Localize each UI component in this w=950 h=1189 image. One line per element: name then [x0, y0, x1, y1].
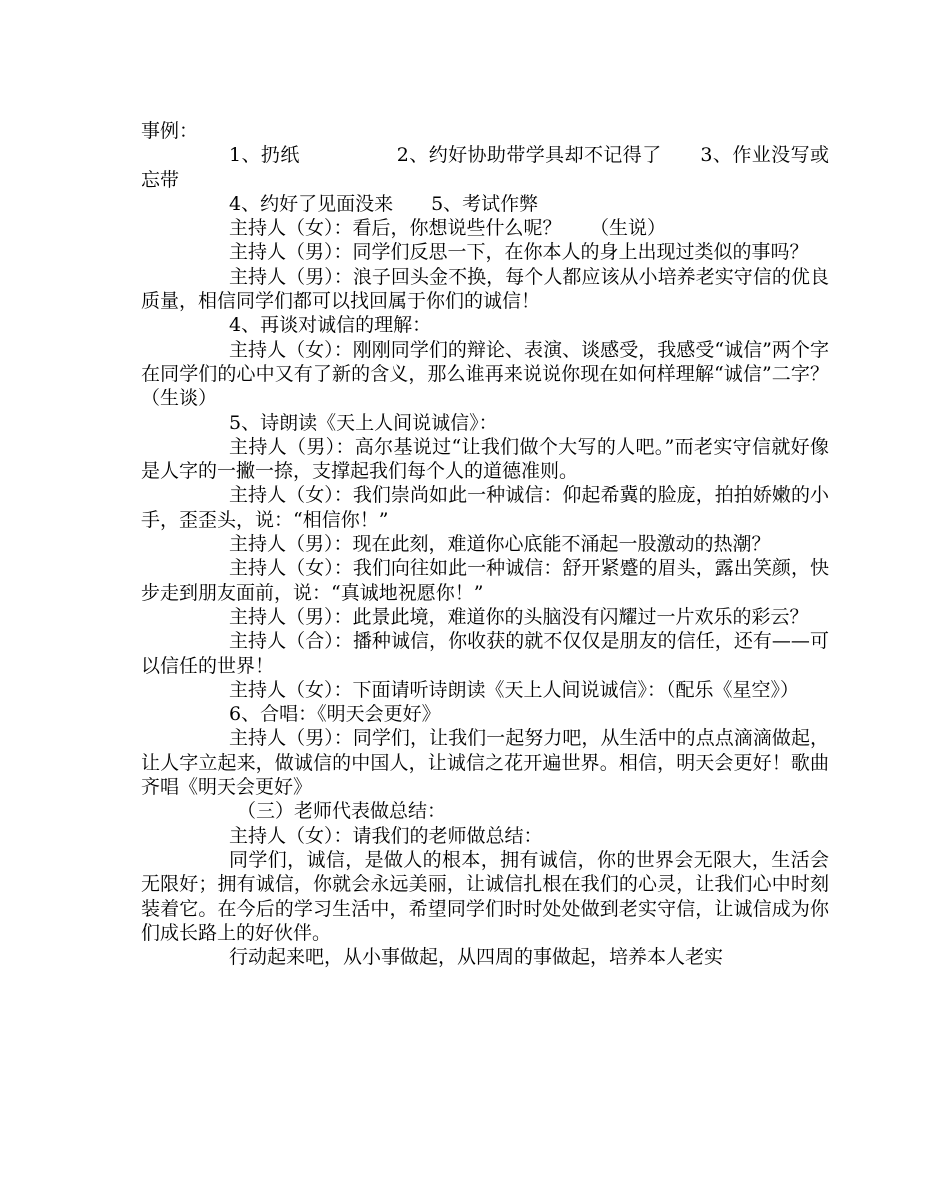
paragraph: 主持人（男）：浪子回头金不换，每个人都应该从小培养老实守信的优良质量，相信同学们都可以找回属于你们的诚信！: [141, 265, 829, 313]
section-heading: （三）老师代表做总结：: [237, 800, 447, 823]
paragraph: 主持人（男）：此景此境，难道你的头脑没有闪耀过一片欢乐的彩云？: [229, 605, 809, 628]
paragraph-examples-list-1: 1、扔纸 2、约好协助带学具却不记得了 3、作业没写或忘带: [141, 144, 829, 191]
section-heading: 6、合唱：《明天会更好》: [229, 703, 441, 726]
paragraph: 主持人（合）：播种诚信，你收获的就不仅仅是朋友的信任，还有——可以信任的世界！: [141, 630, 829, 677]
paragraph: 主持人（女）：请我们的老师做总结：: [229, 824, 543, 847]
paragraph: 主持人（男）：高尔基说过“让我们做个大写的人吧。”而老实守信就好像是人字的一撇一捺，支撑起我们每个人的道德准则。: [141, 435, 829, 483]
paragraph: 主持人（女）：我们崇尚如此一种诚信：仰起希冀的脸庞，拍拍娇嫩的小手，歪歪头，说：“相信你！”: [141, 484, 829, 531]
section-heading: 4、再谈对诚信的理解：: [229, 314, 432, 337]
paragraph: 行动起来吧，从小事做起，从四周的事做起，培养本人老实: [229, 946, 724, 969]
section-heading: 5、诗朗读《天上人间说诚信》：: [229, 411, 498, 434]
document-body: [141, 119, 887, 969]
paragraph: 主持人（男）：同学们，让我们一起努力吧，从生活中的点点滴滴做起，让人字立起来，做诚信的中国人，让诚信之花开遍世界。相信，明天会更好！歌曲齐唱《明天会更好》: [141, 727, 829, 799]
paragraph: 主持人（男）：同学们反思一下，在你本人的身上出现过类似的事吗？: [229, 241, 809, 264]
paragraph: 主持人（女）：下面请听诗朗读《天上人间说诚信》：（配乐《星空》）: [229, 678, 800, 701]
paragraph: 主持人（女）：刚刚同学们的辩论、表演、谈感受，我感受“诚信”两个字在同学们的心中又有了新的含义，那么谁再来说说你现在如何样理解“诚信”二字？ （生谈）: [141, 338, 887, 410]
paragraph-examples-list-2: 4、约好了见面没来 5、考试作弊: [229, 192, 539, 215]
paragraph: 同学们，诚信，是做人的根本，拥有诚信，你的世界会无限大，生活会无限好；拥有诚信，你就会永远美丽，让诚信扎根在我们的心灵，让我们心中时刻装着它。在今后的学习生活中，希望同学们时时处处做到老实守信，让诚信成为你们成长路上的好伙伴。: [141, 848, 829, 944]
paragraph: 主持人（男）：现在此刻，难道你心底能不涌起一股激动的热潮？: [229, 533, 771, 556]
paragraph: 主持人（女）：看后，你想说些什么呢？ （生说）: [229, 217, 667, 240]
paragraph: 主持人（女）：我们向往如此一种诚信：舒开紧蹙的眉头，露出笑颜，快步走到朋友面前，说：“真诚地祝愿你！”: [141, 557, 829, 604]
paragraph-examples-heading: 事例：: [141, 120, 199, 142]
